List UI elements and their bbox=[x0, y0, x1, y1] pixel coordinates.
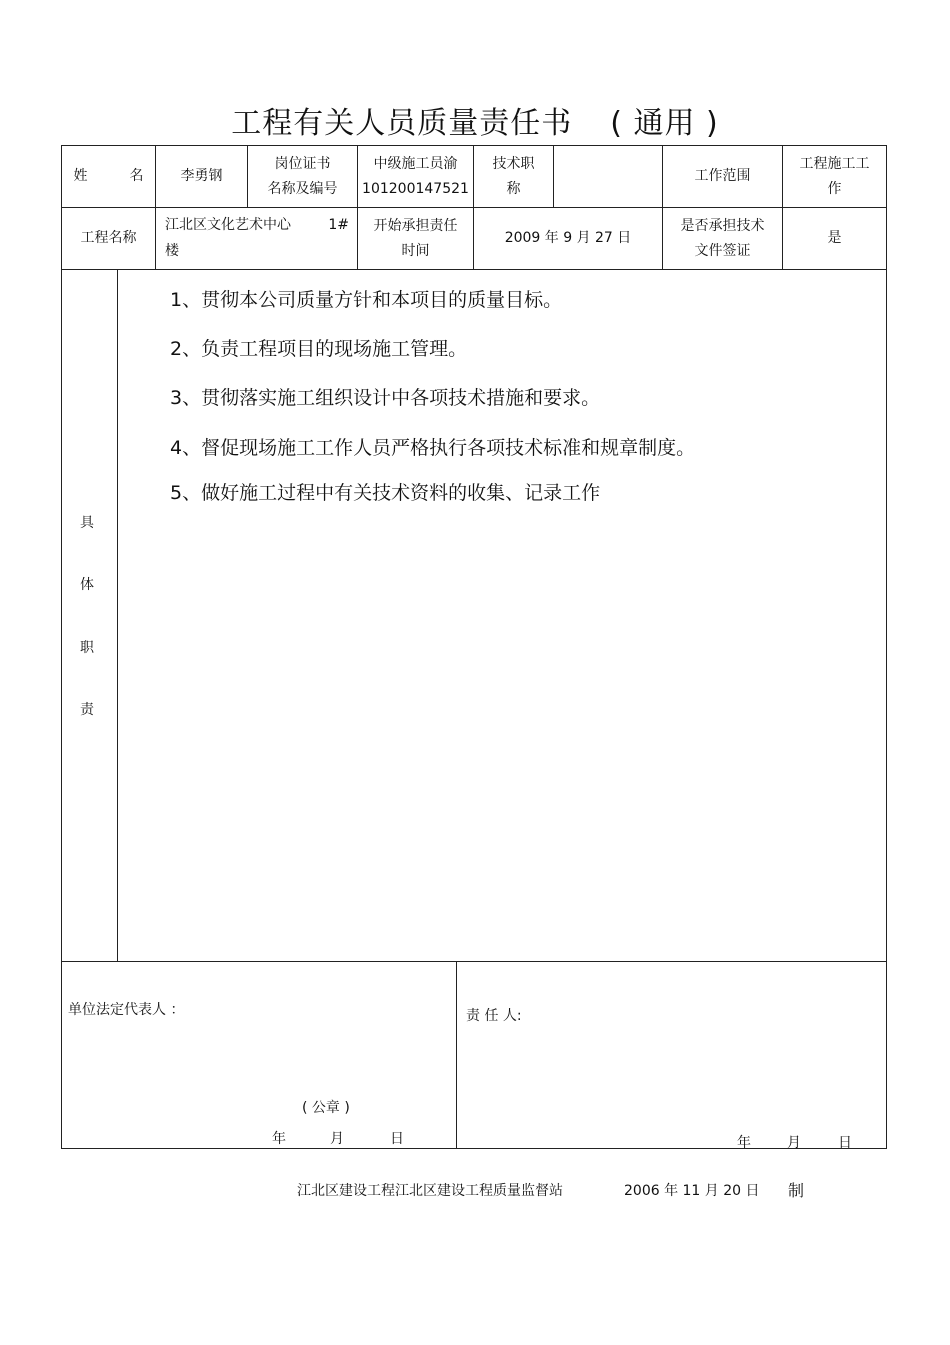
left-year: 年 bbox=[272, 1131, 286, 1147]
tech-title-label-cell bbox=[474, 146, 553, 207]
cert-value-line1: 中级施工员渝 bbox=[373, 155, 458, 172]
right-day: 日 bbox=[838, 1135, 852, 1151]
responsible-label: 责 任 人: bbox=[466, 1008, 522, 1024]
start-label-line2: 时间 bbox=[401, 242, 430, 259]
duties-label-char-3: 职 bbox=[80, 640, 94, 656]
legal-rep-label: 单位法定代表人 ： bbox=[68, 1002, 185, 1018]
project-value-line2: 楼 bbox=[165, 243, 179, 259]
start-value: 2009 年 9 月 27 日 bbox=[504, 230, 632, 246]
project-value-cell bbox=[165, 212, 355, 264]
cert-value-cell bbox=[358, 146, 473, 207]
cert-label-line2: 名称及编号 bbox=[267, 180, 338, 197]
title-text: 工程有关人员质量责任书 bbox=[231, 106, 573, 141]
duties-label-char-4: 责 bbox=[80, 702, 94, 718]
name-label-cell bbox=[62, 146, 155, 207]
scope-value-line2: 作 bbox=[827, 180, 842, 197]
duty-item-3: 3、贯彻落实施工组织设计中各项技术措施和要求。 bbox=[170, 387, 601, 409]
cert-value-line2: 101200147521 bbox=[362, 180, 469, 197]
tech-title-value bbox=[554, 146, 662, 207]
tech-title-label-line1: 技术职 bbox=[492, 155, 535, 172]
sign-value: 是 bbox=[827, 230, 842, 246]
left-month: 月 bbox=[330, 1131, 344, 1147]
duty-item-5: 5、做好施工过程中有关技术资料的收集、记录工作 bbox=[170, 482, 601, 504]
sign-label-line2: 文件签证 bbox=[694, 242, 751, 259]
project-value-suffix: 1# bbox=[328, 217, 349, 233]
project-label: 工程名称 bbox=[80, 230, 137, 246]
name-value: 李勇钢 bbox=[180, 168, 223, 184]
left-day: 日 bbox=[390, 1131, 404, 1147]
duties-label-char-2: 体 bbox=[80, 577, 94, 593]
project-value-line1: 江北区文化艺术中心 bbox=[165, 217, 291, 233]
cert-label-cell bbox=[248, 146, 357, 207]
footer-issuer: 江北区建设工程江北区建设工程质量监督站 bbox=[297, 1183, 563, 1199]
document-title bbox=[0, 98, 950, 142]
cert-label-line1: 岗位证书 bbox=[274, 155, 331, 172]
right-month: 月 bbox=[787, 1135, 801, 1151]
title-suffix: ( 通用 ) bbox=[610, 106, 719, 141]
start-label-line1: 开始承担责任 bbox=[373, 217, 458, 234]
duties-label-char-1: 具 bbox=[80, 515, 94, 531]
duty-item-1: 1、贯彻本公司质量方针和本项目的质量目标。 bbox=[170, 289, 563, 311]
scope-label: 工作范围 bbox=[694, 168, 751, 184]
start-label-cell bbox=[358, 208, 473, 269]
right-year: 年 bbox=[737, 1135, 751, 1151]
sign-label-cell bbox=[663, 208, 782, 269]
scope-value-cell bbox=[783, 146, 886, 207]
duty-item-2: 2、负责工程项目的现场施工管理。 bbox=[170, 338, 468, 360]
tech-title-label-line2: 称 bbox=[506, 180, 521, 197]
name-label-1: 姓 bbox=[73, 168, 88, 184]
duty-item-4: 4、督促现场施工工作人员严格执行各项技术标准和规章制度。 bbox=[170, 437, 696, 459]
scope-value-line1: 工程施工工 bbox=[799, 155, 870, 172]
name-label-2: 名 bbox=[129, 168, 144, 184]
footer-date: 2006 年 11 月 20 日 bbox=[624, 1183, 760, 1199]
sign-label-line1: 是否承担技术 bbox=[680, 217, 765, 234]
footer-suffix: 制 bbox=[788, 1181, 805, 1200]
seal-label: ( 公章 ) bbox=[302, 1100, 350, 1116]
